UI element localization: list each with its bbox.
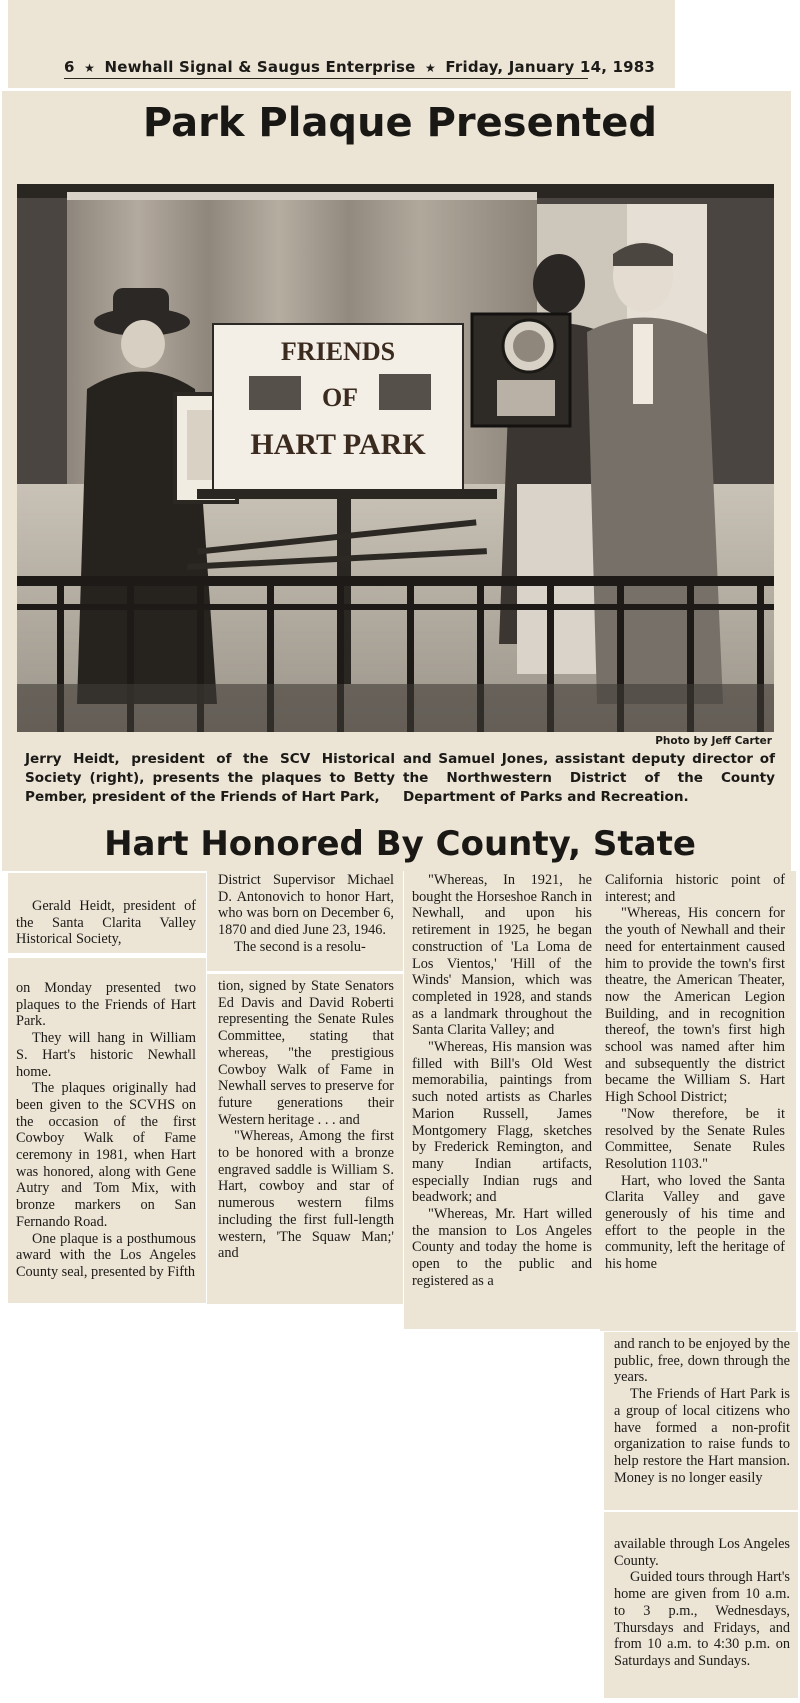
column-4-top (605, 872, 785, 1273)
photo-illustration (17, 184, 774, 732)
paragraph: "Whereas, His mansion was filled with Bill's Old West memorabilia, paintings from such noted artists as Charles Marion Russell, James Montgomery Flagg, sketches by Frederick Remington, and many Indian artifacts, especially Indian rugs and beadwork; and (412, 1039, 592, 1206)
paragraph: District Supervisor Michael D. Antonovich to honor Hart, who was born on December 6, 1870 and died June 23, 1946. (218, 872, 394, 939)
paragraph: and ranch to be enjoyed by the public, free, down through the years. (614, 1336, 790, 1386)
star-icon: ★ (84, 61, 96, 75)
column-1-main (16, 980, 196, 1281)
sign-text-friends: FRIENDS (280, 337, 396, 366)
paragraph: "Whereas, Among the first to be honored with a bronze engraved saddle is William S. Hart, cowboy and star of numerous western films including the first full-length western, 'The Squaw Man;' and (218, 1128, 394, 1262)
paper-name: Newhall Signal & Saugus Enterprise (104, 58, 416, 76)
paragraph: "Whereas, Mr. Hart willed the mansion to Los Angeles County and today the home is open to the public and registered as a (412, 1206, 592, 1289)
paragraph: on Monday presented two plaques to the Friends of Hart Park. (16, 980, 196, 1030)
column-2-top (218, 872, 394, 956)
issue-date: Friday, January 14, 1983 (445, 58, 656, 76)
paragraph: Guided tours through Hart's home are given from 10 a.m. to 3 p.m., Wednesdays, Thursdays and Fridays, and from 10 a.m. to 4:30 p.m. on Saturdays and Sundays. (614, 1569, 790, 1669)
sign-text-of: OF (321, 383, 359, 412)
column-4-middle (614, 1336, 790, 1486)
photo-caption-right: and Samuel Jones, assistant deputy director of the Northwestern District of the County Department of Parks and Recreation. (403, 751, 775, 805)
column-1-top (16, 898, 196, 948)
paragraph: The second is a resolu- (234, 938, 366, 955)
paragraph: One plaque is a posthumous award with the Los Angeles County seal, presented by Fifth (16, 1230, 196, 1280)
paragraph: They will hang in William S. Hart's historic Newhall home. (16, 1030, 196, 1080)
photo-credit: Photo by Jeff Carter (655, 735, 772, 747)
masthead-strip (8, 0, 675, 88)
paragraph: tion, signed by State Senators Ed Davis and David Roberti representing the Senate Rules Committee, stating that whereas, "the prestigious Cowboy Walk of Fame in Newhall serves to preserve for future generations their Western heritage . . . and (218, 978, 394, 1128)
star-icon: ★ (424, 61, 436, 75)
paragraph: "Whereas, His concern for the youth of Newhall and their need for entertainment caused him to provide the town's first theatre, the American Theater, now the American Legion Building, and in recognition thereof, the town's first high school was named after him and subsequently the district became the William S. Hart High School District; (605, 905, 785, 1106)
column-3 (412, 872, 592, 1290)
masthead-line (64, 58, 655, 76)
page-number: 6 (64, 58, 75, 76)
column-2-main (218, 978, 394, 1262)
main-headline: Park Plaque Presented (142, 100, 658, 146)
photo-caption-left: Jerry Heidt, president of the SCV Historical Society (right), presents the plaques to Betty Pember, president of the Friends of Hart Park, (25, 751, 395, 805)
paragraph: California historic point of interest; and (605, 872, 785, 905)
paragraph: "Whereas, In 1921, he bought the Horseshoe Ranch in Newhall, and upon his retirement in 1925, he began construction of 'La Loma de Los Vientos,' 'Hill of the Winds' Mansion, which was completed in 1928, and stands as a landmark throughout the Santa Clarita Valley; and (412, 872, 592, 1039)
paragraph: Gerald Heidt, president of the Santa Clarita Valley Historical Society, (16, 898, 196, 948)
paragraph: The Friends of Hart Park is a group of local citizens who have formed a non-profit organization to raise funds to help restore the Hart mansion. Money is no longer easily (614, 1386, 790, 1486)
column-4-bottom (614, 1536, 790, 1670)
paragraph: available through Los Angeles County. (614, 1536, 790, 1569)
news-photo (17, 184, 774, 732)
paragraph: Hart, who loved the Santa Clarita Valley and gave generously of his time and effort to the people in the community, left the heritage of his home (605, 1172, 785, 1273)
sign-text-hart-park: HART PARK (250, 428, 426, 461)
paragraph: "Now therefore, be it resolved by the Senate Rules Committee, Senate Rules Resolution 1103." (605, 1105, 785, 1172)
story-headline: Hart Honored By County, State (104, 824, 696, 864)
masthead-rule (64, 78, 588, 79)
paragraph: The plaques originally had been given to the SCVHS on the occasion of the first Cowboy Walk of Fame ceremony in 1981, when Hart was honored, along with Gene Autry and Tom Mix, with bronze markers on San Fernando Road. (16, 1080, 196, 1230)
